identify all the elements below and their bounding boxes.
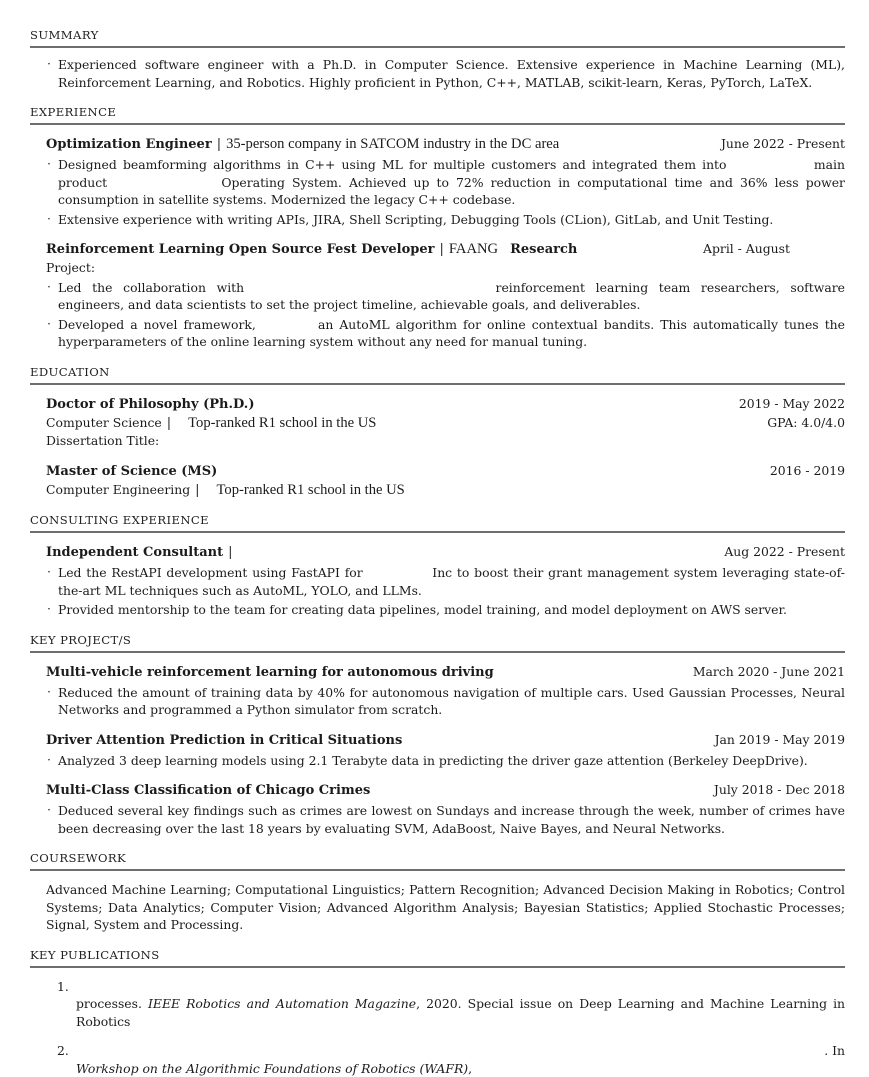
title-separator: |	[228, 545, 232, 560]
title-separator: |	[439, 242, 443, 257]
project-entry	[46, 781, 845, 837]
section-summary	[30, 28, 845, 91]
section-publications	[30, 948, 845, 1077]
bullet-item	[46, 316, 845, 351]
company-name: 35-person company in SATCOM industry in the DC area	[226, 136, 559, 152]
section-projects	[30, 633, 845, 838]
bullet-text-segment: Led the RestAPI development using FastAPI for	[58, 565, 363, 580]
date-range: June 2022 - Present	[721, 135, 845, 153]
bullet-marker: ·	[47, 683, 51, 701]
summary-bullet	[46, 56, 845, 91]
bullet-item	[46, 279, 845, 314]
bullet-text-segment: Led the collaboration with	[58, 280, 244, 295]
bullet-item	[46, 211, 845, 229]
bullet-text: Extensive experience with writing APIs, JIRA, Shell Scripting, Debugging Tools (CLion), GitLab, and Unit Testing.	[58, 212, 773, 227]
redacted-gap	[262, 328, 312, 329]
bullet-marker: ·	[47, 155, 51, 173]
job-title: Reinforcement Learning Open Source Fest Developer	[46, 242, 434, 257]
section-education	[30, 365, 845, 500]
section-rule	[30, 383, 845, 385]
redacted-title-line	[76, 978, 845, 996]
bullet-text: Deduced several key findings such as crimes are lowest on Sundays and increase through the week, number of crimes have been decreasing over the last 18 years by evaluating SVM, AdaBoost, Naive Bayes, and Neural Networks.	[58, 803, 845, 836]
section-rule	[30, 869, 845, 871]
degree-name: Doctor of Philosophy (Ph.D.)	[46, 395, 254, 414]
section-consulting	[30, 513, 845, 619]
bullet-item	[46, 684, 845, 719]
section-rule	[30, 46, 845, 48]
school-name: Top-ranked R1 school in the US	[217, 482, 405, 498]
bullet-marker: ·	[47, 315, 51, 333]
job-entry	[46, 135, 845, 228]
job-entry	[46, 240, 845, 351]
project-entry	[46, 731, 845, 770]
bullet-item	[46, 601, 845, 619]
publication-text: ,	[468, 1061, 472, 1076]
dissertation-label: Dissertation Title:	[46, 433, 159, 448]
redacted-gap	[238, 555, 338, 556]
redacted-title-line	[76, 1042, 845, 1060]
bullet-text: Provided mentorship to the team for creating data pipelines, model training, and model deployment on AWS server.	[58, 602, 787, 617]
team-name: Research	[510, 242, 577, 257]
title-separator: |	[167, 416, 171, 431]
section-rule	[30, 651, 845, 653]
job-title: Optimization Engineer	[46, 137, 212, 152]
school-name: Top-ranked R1 school in the US	[188, 415, 376, 431]
bullet-item	[46, 752, 845, 770]
project-title: Driver Attention Prediction in Critical Situations	[46, 731, 402, 750]
section-heading: KEY PROJECT/S	[30, 633, 845, 647]
section-heading: KEY PUBLICATIONS	[30, 948, 845, 962]
bullet-text-segment: reinforcement learning team researchers, software engineers, and data scientists to set the project timeline, achievable goals, and deliverables.	[58, 280, 845, 313]
publication-text: processes.	[76, 996, 148, 1011]
bullet-item	[46, 156, 845, 209]
redacted-gap	[367, 576, 427, 577]
section-rule	[30, 966, 845, 968]
section-coursework	[30, 851, 845, 934]
bullet-marker: ·	[47, 563, 51, 581]
bullet-text-segment: Designed beamforming algorithms in C++ using ML for multiple customers and integrated them into	[58, 157, 727, 172]
publication-number: 1.	[57, 978, 76, 1031]
redacted-gap	[159, 444, 389, 445]
bullet-marker: ·	[47, 600, 51, 618]
bullet-item	[46, 564, 845, 599]
project-title: Multi-Class Classification of Chicago Crimes	[46, 781, 370, 800]
section-heading: EDUCATION	[30, 365, 845, 379]
publication-entry	[57, 978, 845, 1031]
publication-text: . In	[824, 1043, 845, 1058]
date-range: July 2018 - Dec 2018	[714, 781, 845, 799]
bullet-marker: ·	[47, 55, 51, 73]
publication-venue: Workshop on the Algorithmic Foundations of Robotics (WAFR)	[76, 1061, 468, 1076]
title-separator: |	[195, 483, 199, 498]
date-range: March 2020 - June 2021	[693, 663, 845, 681]
redacted-gap	[255, 291, 485, 292]
redacted-gap	[114, 186, 214, 187]
section-heading: SUMMARY	[30, 28, 845, 42]
job-subtitle: Project:	[46, 259, 845, 277]
bullet-text-segment: an AutoML algorithm for online contextual bandits. This automatically tunes the hyperparameters of the online learning system without any need for manual tuning.	[58, 317, 845, 350]
section-rule	[30, 531, 845, 533]
redacted-gap	[498, 252, 510, 253]
date-range: Aug 2022 - Present	[724, 543, 845, 561]
publication-number: 2.	[57, 1042, 76, 1077]
title-separator: |	[217, 137, 221, 152]
section-heading: EXPERIENCE	[30, 105, 845, 119]
summary-text: Experienced software engineer with a Ph.D. in Computer Science. Extensive experience in Machine Learning (ML), Reinforcement Learning, and Robotics. Highly proficient in Python, C++, MATLAB, scikit-learn, Keras, PyTorch, LaTeX.	[58, 57, 845, 90]
date-range: April - August	[703, 240, 790, 258]
project-entry	[46, 663, 845, 719]
job-title: Independent Consultant	[46, 545, 223, 560]
degree-entry	[46, 462, 845, 500]
company-name: FAANG	[449, 241, 498, 257]
redacted-gap	[790, 252, 845, 253]
section-rule	[30, 123, 845, 125]
publication-entry	[57, 1042, 845, 1077]
bullet-marker: ·	[47, 210, 51, 228]
section-heading: COURSEWORK	[30, 851, 845, 865]
date-range: Jan 2019 - May 2019	[715, 731, 845, 749]
bullet-text-segment: Operating System. Achieved up to 72% reduction in computational time and 36% less power consumption in satellite systems. Modernized the legacy C++ codebase.	[58, 175, 845, 208]
publication-venue: IEEE Robotics and Automation Magazine	[148, 996, 416, 1011]
degree-entry	[46, 395, 845, 450]
project-title: Multi-vehicle reinforcement learning for autonomous driving	[46, 663, 494, 682]
degree-name: Master of Science (MS)	[46, 462, 217, 481]
date-range: 2016 - 2019	[770, 462, 845, 480]
bullet-marker: ·	[47, 751, 51, 769]
section-experience	[30, 105, 845, 351]
bullet-text-segment: main product	[58, 157, 845, 190]
bullet-text-segment: Inc to boost their grant management system leveraging state-of-the-art ML techniques such as AutoML, YOLO, and LLMs.	[58, 565, 845, 598]
degree-field: Computer Science	[46, 415, 162, 430]
bullet-item	[46, 802, 845, 837]
bullet-marker: ·	[47, 801, 51, 819]
bullet-text: Reduced the amount of training data by 40% for autonomous navigation of multiple cars. Used Gaussian Processes, Neural Networks and programmed a Python simulator from scratch.	[58, 685, 845, 718]
date-range: 2019 - May 2022	[739, 395, 845, 413]
job-entry	[46, 543, 845, 619]
bullet-text-segment: Developed a novel framework,	[58, 317, 256, 332]
coursework-text: Advanced Machine Learning; Computational Linguistics; Pattern Recognition; Advanced Decision Making in Robotics; Control Systems; Data Analytics; Computer Vision; Advanced Algorithm Analysis; Bayesian Statistics; Applied Stochastic Processes; Signal, System and Processing.	[46, 881, 845, 934]
gpa-value: GPA: 4.0/4.0	[767, 414, 845, 432]
redacted-gap	[733, 168, 808, 169]
bullet-marker: ·	[47, 278, 51, 296]
degree-field: Computer Engineering	[46, 482, 190, 497]
bullet-text: Analyzed 3 deep learning models using 2.1 Terabyte data in predicting the driver gaze attention (Berkeley DeepDrive).	[58, 753, 808, 768]
publication-text: , 2020. Special issue on Deep Learning and Machine Learning in Robotics	[76, 996, 845, 1029]
section-heading: CONSULTING EXPERIENCE	[30, 513, 845, 527]
